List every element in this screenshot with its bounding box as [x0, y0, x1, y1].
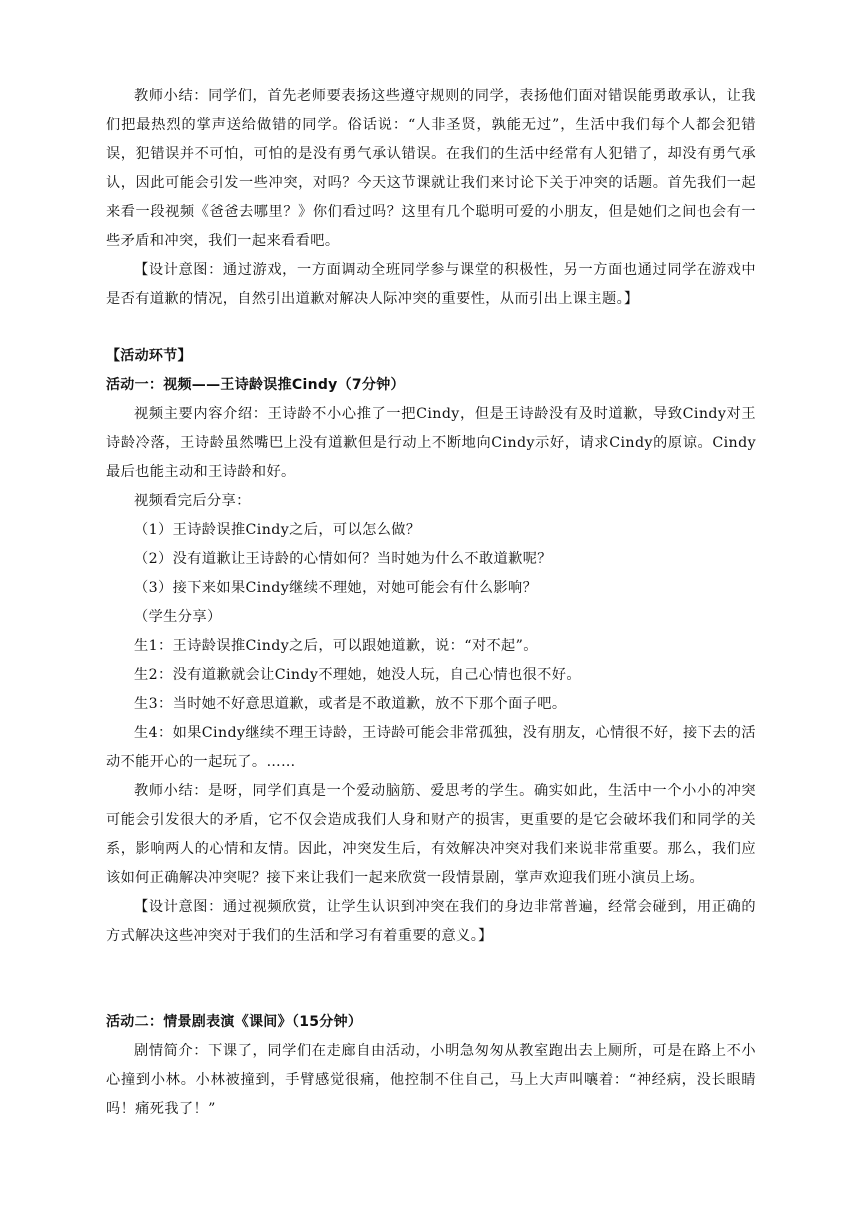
- activity-section-heading: 【活动环节】: [106, 348, 192, 364]
- question-item: （1）王诗龄误推Cindy之后，可以怎么做？: [134, 522, 421, 538]
- activity1-title: 活动一：视频——王诗龄误推Cindy（7分钟）: [106, 377, 405, 393]
- activity-section: [106, 342, 756, 951]
- design-intent-paragraph: 【设计意图：通过游戏，一方面调动全班同学参与课堂的积极性，另一方面也通过同学在游戏中是否有道歉的情况，自然引出道歉对解决人际冲突的重要性，从而引出上课主题。】: [106, 262, 756, 307]
- share-prompt: 视频看完后分享：: [134, 493, 251, 509]
- activity1-teacher-summary: 教师小结：是呀，同学们真是一个爱动脑筋、爱思考的学生。确实如此，生活中一个小小的冲突可能会引发很大的矛盾，它不仅会造成我们人身和财产的损害，更重要的是它会破坏我们和同学的关系，影响两人的心情和友情。因此，冲突发生后，有效解决冲突对我们来说非常重要。那么，我们应该如何正确解决冲突呢？接下来让我们一起来欣赏一段情景剧，掌声欢迎我们班小演员上场。: [106, 783, 756, 886]
- question-item: （3）接下来如果Cindy继续不理她，对她可能会有什么影响？: [134, 580, 538, 596]
- activity1-design-intent: 【设计意图：通过视频欣赏，让学生认识到冲突在我们的身边非常普遍，经常会碰到，用正确的方式解决这些冲突对于我们的生活和学习有着重要的意义。】: [106, 899, 756, 944]
- activity2-title: 活动二：情景剧表演《课间》（15分钟）: [106, 1014, 363, 1030]
- student-share-label: （学生分享）: [134, 609, 222, 625]
- activity2-section: [106, 1008, 756, 1124]
- intro-section: [106, 82, 756, 314]
- student-answer: 生4：如果Cindy继续不理王诗龄，王诗龄可能会非常孤独，没有朋友，心情很不好，接下去的活动不能开心的一起玩了。……: [106, 725, 756, 770]
- student-answer: 生2：没有道歉就会让Cindy不理她，她没人玩，自己心情也很不好。: [134, 667, 581, 683]
- student-answer: 生1：王诗龄误推Cindy之后，可以跟她道歉，说：“对不起”。: [134, 638, 538, 654]
- question-item: （2）没有道歉让王诗龄的心情如何？当时她为什么不敢道歉呢？: [134, 551, 552, 567]
- video-intro-paragraph: 视频主要内容介绍：王诗龄不小心推了一把Cindy，但是王诗龄没有及时道歉，导致Cindy对王诗龄冷落，王诗龄虽然嘴巴上没有道歉但是行动上不断地向Cindy示好，请求Cindy的原谅。Cindy最后也能主动和王诗龄和好。: [106, 406, 756, 480]
- teacher-summary-paragraph: 教师小结：同学们，首先老师要表扬这些遵守规则的同学，表扬他们面对错误能勇敢承认，让我们把最热烈的掌声送给做错的同学。俗话说：“人非圣贤，孰能无过”，生活中我们每个人都会犯错误，犯错误并不可怕，可怕的是没有勇气承认错误。在我们的生活中经常有人犯错了，却没有勇气承认，因此可能会引发一些冲突，对吗？今天这节课就让我们来讨论下关于冲突的话题。首先我们一起来看一段视频《爸爸去哪里？》你们看过吗？这里有几个聪明可爱的小朋友，但是她们之间也会有一些矛盾和冲突，我们一起来看看吧。: [106, 88, 756, 249]
- student-answer: 生3：当时她不好意思道歉，或者是不敢道歉，放不下那个面子吧。: [134, 696, 567, 712]
- activity2-plot: 剧情简介：下课了，同学们在走廊自由活动，小明急匆匆从教室跑出去上厕所，可是在路上不小心撞到小林。小林被撞到，手臂感觉很痛，他控制不住自己，马上大声叫嚷着：“神经病，没长眼睛吗！痛死我了！”: [106, 1043, 756, 1117]
